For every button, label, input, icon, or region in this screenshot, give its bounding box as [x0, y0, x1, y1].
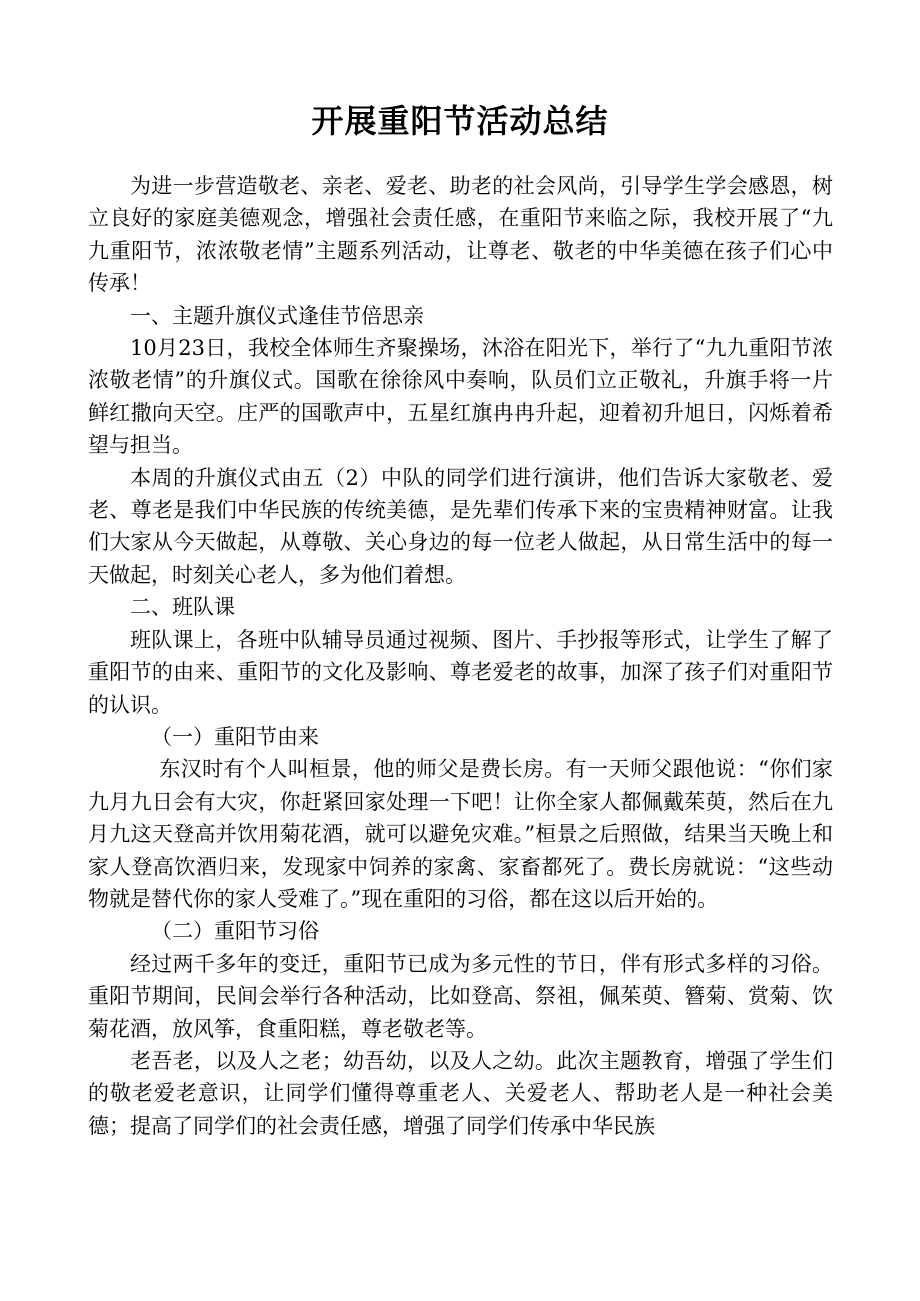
document-title: 开展重阳节活动总结 [311, 102, 609, 140]
class-meeting-paragraph: 班队课上，各班中队辅导员通过视频、图片、手抄报等形式，让学生了解了重阳节的由来、重阳节的文化及影响、尊老爱老的故事，加深了孩子们对重阳节的认识。 [88, 627, 833, 717]
origin-story-paragraph: 东汉时有个人叫桓景，他的师父是费长房。有一天师父跟他说：“你们家九月九日会有大灾，你赶紧回家处理一下吧！让你全家人都佩戴茱萸，然后在九月九这天登高并饮用菊花酒，就可以避免灾难。”桓景之后照做，结果当天晚上和家人登高饮酒归来，发现家中饲养的家禽、家畜都死了。费长房就说：“这些动物就是替代你的家人受难了。”现在重阳的习俗，都在这以后开始的。 [88, 757, 833, 911]
speech-paragraph: 本周的升旗仪式由五（2）中队的同学们进行演讲，他们告诉大家敬老、爱老、尊老是我们中华民族的传统美德，是先辈们传承下来的宝贵精神财富。让我们大家从今天做起，从尊敬、关心身边的每一位老人做起，从日常生活中的每一天做起，时刻关心老人，多为他们着想。 [88, 465, 833, 587]
subheading-origin: （一）重阳节由来 [151, 724, 319, 749]
section-heading-flag-ceremony: 一、主题升旗仪式逢佳节倍思亲 [130, 303, 424, 328]
document-body [88, 170, 833, 1142]
customs-paragraph: 经过两千多年的变迁，重阳节已成为多元性的节日，伴有形式多样的习俗。重阳节期间，民间会举行各种活动，比如登高、祭祖，佩茱萸、簪菊、赏菊、饮菊花酒，放风筝，食重阳糕，尊老敬老等。 [88, 951, 833, 1041]
conclusion-paragraph: 老吾老，以及人之老；幼吾幼，以及人之幼。此次主题教育，增强了学生们的敬老爱老意识，让同学们懂得尊重老人、关爱老人、帮助老人是一种社会美德；提高了同学们的社会责任感，增强了同学们传承中华民族 [88, 1048, 833, 1138]
subheading-customs: （二）重阳节习俗 [151, 919, 319, 944]
flag-ceremony-paragraph: 10月23日，我校全体师生齐聚操场，沐浴在阳光下，举行了“九九重阳节浓浓敬老情”的升旗仪式。国歌在徐徐风中奏响，队员们立正敬礼，升旗手将一片鲜红撒向天空。庄严的国歌声中，五星红旗冉冉升起，迎着初升旭日，闪烁着希望与担当。 [88, 336, 833, 458]
intro-paragraph: 为进一步营造敬老、亲老、爱老、助老的社会风尚，引导学生学会感恩，树立良好的家庭美德观念，增强社会责任感，在重阳节来临之际，我校开展了“九九重阳节，浓浓敬老情”主题系列活动，让尊老、敬老的中华美德在孩子们心中传承！ [88, 174, 833, 296]
section-heading-class-meeting: 二、班队课 [130, 595, 235, 620]
